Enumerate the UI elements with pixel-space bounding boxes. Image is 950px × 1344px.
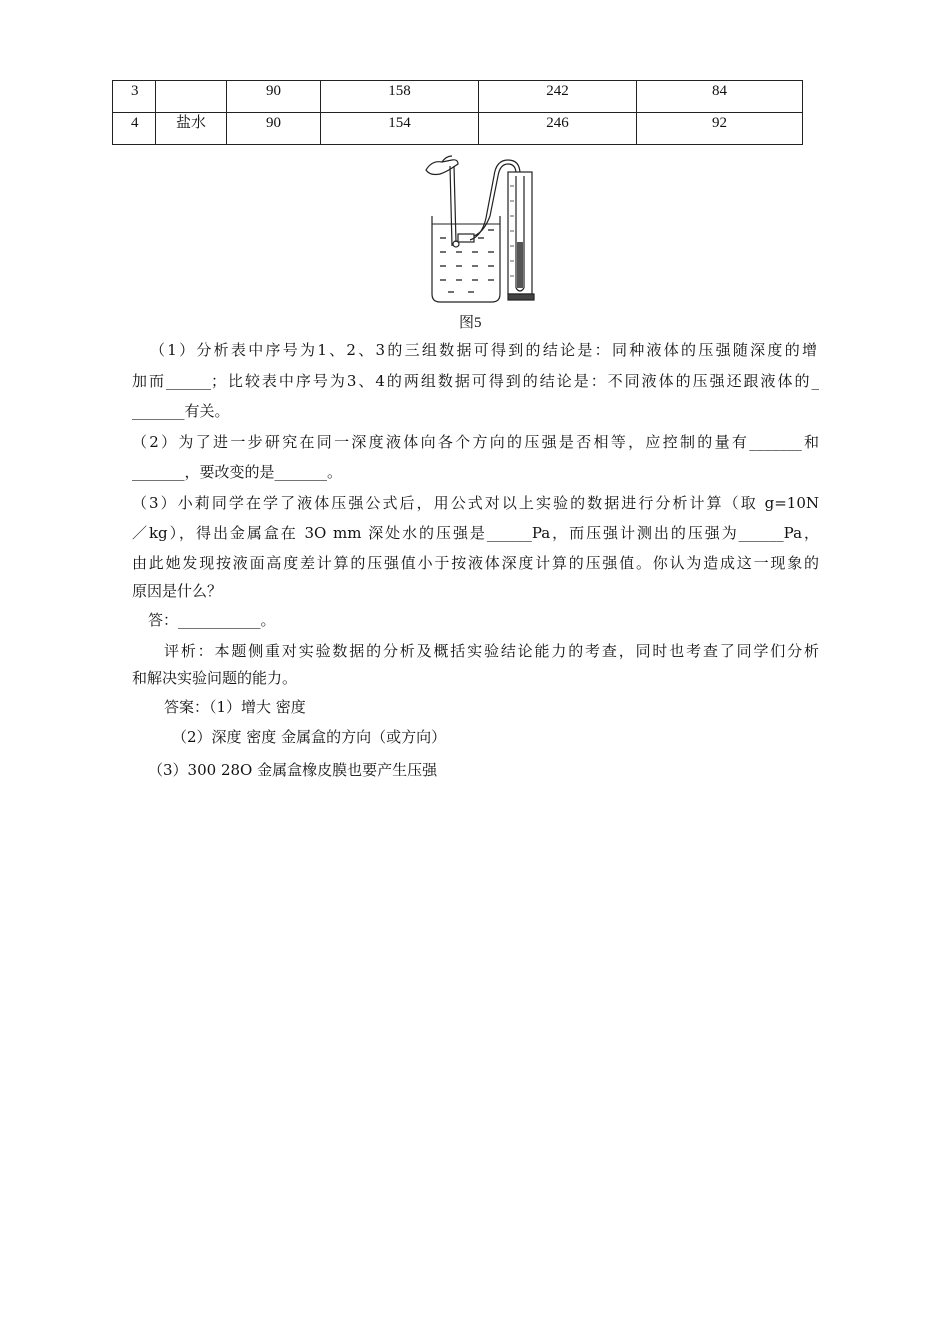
table-cell: 4: [113, 113, 156, 145]
table-cell: 盐水: [156, 113, 227, 145]
question-3-line-4: 原因是什么？: [132, 582, 223, 600]
answer-blank-line: 答：___________。: [148, 611, 276, 629]
table-cell: 242: [479, 81, 637, 113]
table-row: [113, 81, 803, 113]
answer-line-2: （2）深度 密度 金属盒的方向（或方向）: [172, 728, 447, 746]
question-1-line-2: 加而______；比较表中序号为3、4的两组数据可得到的结论是：不同液体的压强还跟液体的_: [132, 372, 819, 390]
data-table: [112, 80, 803, 145]
analysis-line-1: 评析：本题侧重对实验数据的分析及概括实验结论能力的考查，同时也考查了同学们分析: [164, 642, 819, 660]
table-cell: [156, 81, 227, 113]
table-cell: 3: [113, 81, 156, 113]
pressure-gauge-figure: [412, 146, 540, 306]
table-row: [113, 113, 803, 145]
figure-caption: 图5: [459, 315, 482, 331]
table-cell: 154: [321, 113, 479, 145]
question-3-line-1: （3）小莉同学在学了液体压强公式后，用公式对以上实验的数据进行分析计算（取 g=10N: [132, 494, 819, 512]
table-cell: 92: [637, 113, 803, 145]
table-cell: 90: [227, 81, 321, 113]
table-cell: 84: [637, 81, 803, 113]
table-cell: 246: [479, 113, 637, 145]
answer-line-3: （3）300 28O 金属盒橡皮膜也要产生压强: [148, 761, 438, 779]
question-1-line-3: _______有关。: [132, 402, 230, 420]
question-3-line-3: 由此她发现按液面高度差计算的压强值小于按液体深度计算的压强值。你认为造成这一现象的: [132, 554, 819, 572]
question-2-line-2: _______，要改变的是_______。: [132, 463, 343, 481]
question-1-line-1: （1）分析表中序号为1、2、3的三组数据可得到的结论是：同种液体的压强随深度的增: [150, 341, 817, 359]
question-3-line-2: ／kg），得出金属盒在 3O mm 深处水的压强是______Pa，而压强计测出的压强为______Pa，: [132, 524, 819, 542]
analysis-line-2: 和解决实验问题的能力。: [132, 669, 298, 687]
question-2-line-1: （2）为了进一步研究在同一深度液体向各个方向的压强是否相等，应控制的量有_______和: [132, 433, 819, 451]
table-cell: 90: [227, 113, 321, 145]
table-cell: 158: [321, 81, 479, 113]
answer-line-1: 答案：（1）增大 密度: [164, 698, 306, 716]
